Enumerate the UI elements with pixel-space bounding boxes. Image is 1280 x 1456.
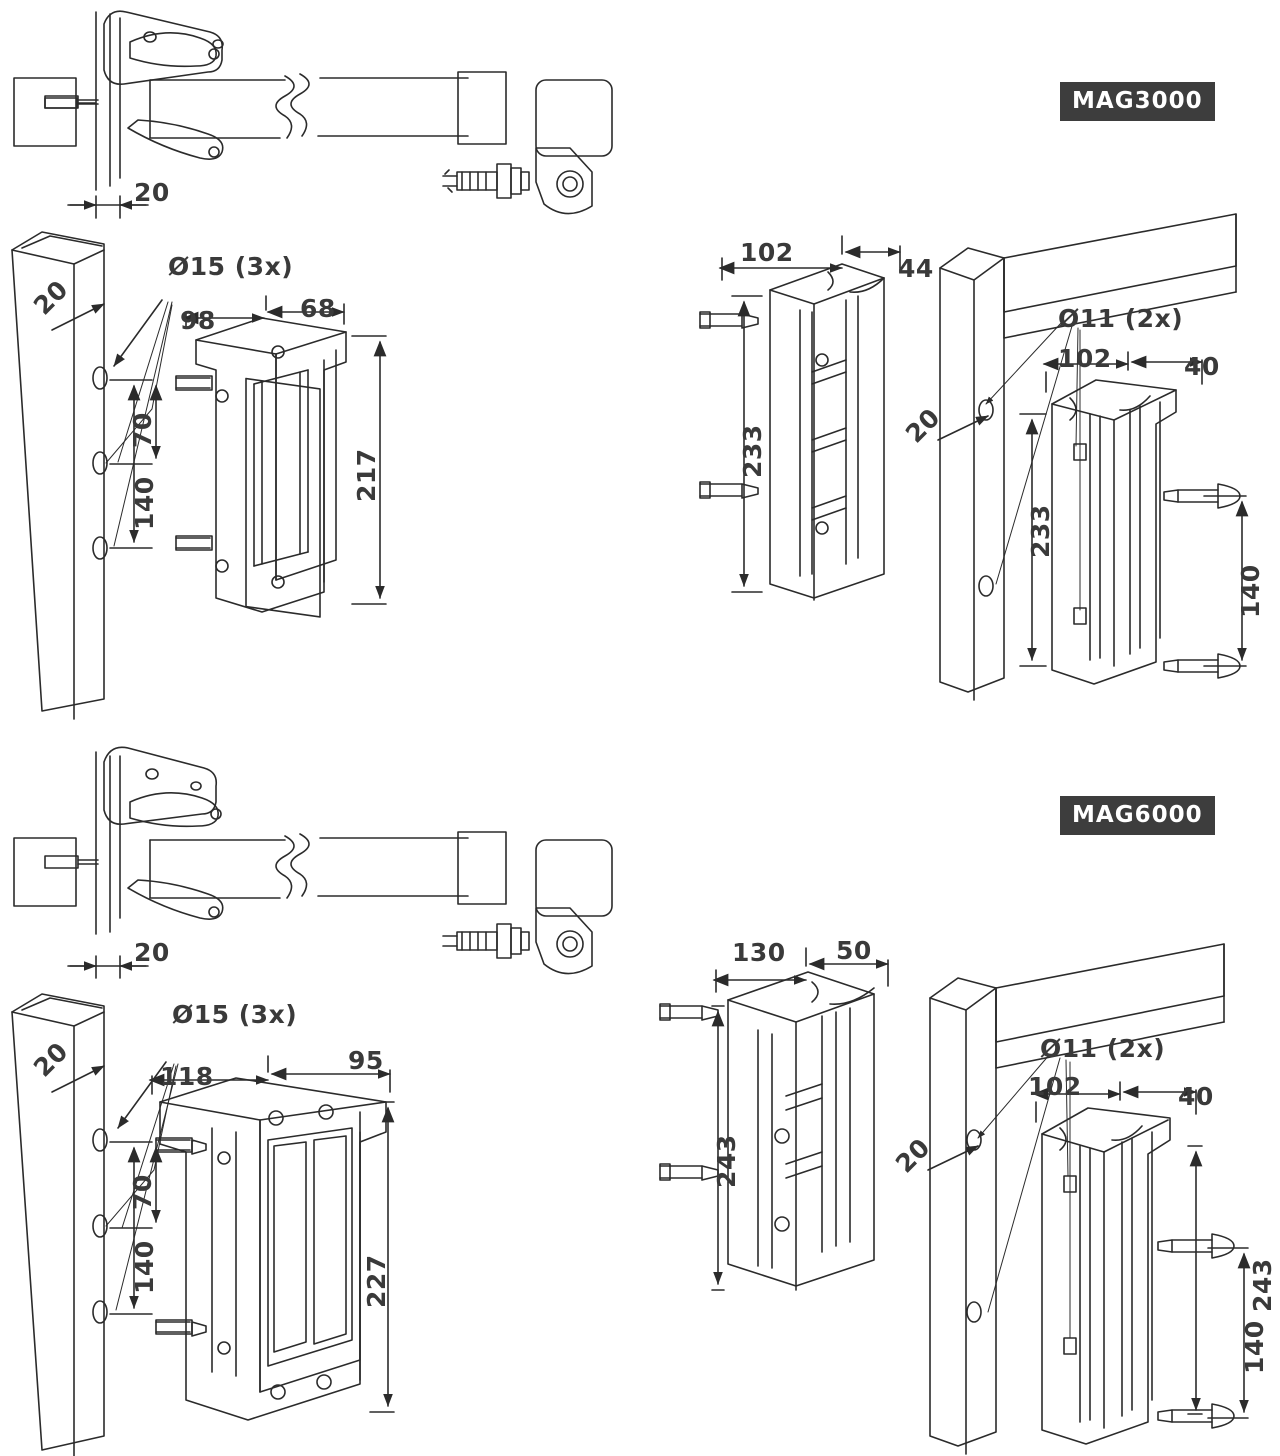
dim-20-armature-top: 20 <box>900 402 946 449</box>
dim-40-top: 40 <box>1184 352 1220 381</box>
dim-70-top: 70 <box>128 412 157 448</box>
dim-233-top-left: 233 <box>738 424 767 478</box>
dim-50-bottom: 50 <box>836 936 872 965</box>
dim-102-top-right: 102 <box>1058 344 1112 373</box>
dim-227-bottom: 227 <box>362 1254 391 1308</box>
panel-tag-mag6000: MAG6000 <box>1060 796 1215 835</box>
dim-44-top: 44 <box>898 254 934 283</box>
dim-20-armature-bottom: 20 <box>890 1132 936 1179</box>
dim-130-bottom: 130 <box>732 938 786 967</box>
dim-70-bottom: 70 <box>128 1174 157 1210</box>
dim-dia15-bottom: Ø15 (3x) <box>172 1000 298 1029</box>
dim-118-bottom: 118 <box>160 1062 214 1091</box>
dim-102-top-left: 102 <box>740 238 794 267</box>
dim-140-top: 140 <box>130 476 159 530</box>
gate-arm-plan-top <box>14 11 612 218</box>
gate-arm-plan-bottom <box>14 747 612 978</box>
dim-40-bottom: 40 <box>1178 1082 1214 1111</box>
dim-68-top: 68 <box>300 294 336 323</box>
dim-dia11-top: Ø11 (2x) <box>1058 304 1184 333</box>
dim-20-plan-bottom: 20 <box>134 938 170 967</box>
dim-20-post-bottom: 20 <box>28 1036 74 1083</box>
dim-233-top-right: 233 <box>1026 504 1055 558</box>
dim-140-bottom-right: 140 <box>1240 1320 1269 1374</box>
dim-243-bottom-right: 243 <box>1248 1258 1277 1312</box>
dim-20-post-top: 20 <box>28 274 74 321</box>
dim-95-bottom: 95 <box>348 1046 384 1075</box>
dim-dia11-bottom: Ø11 (2x) <box>1040 1034 1166 1063</box>
armature-mag6000 <box>660 944 1248 1454</box>
dim-98-top: 98 <box>180 306 216 335</box>
dim-102-bottom: 102 <box>1028 1072 1082 1101</box>
dim-140-bottom-left: 140 <box>130 1240 159 1294</box>
dim-217-top: 217 <box>352 448 381 502</box>
panel-tag-mag3000: MAG3000 <box>1060 82 1215 121</box>
dim-243-bottom-left: 243 <box>712 1134 741 1188</box>
armature-mag3000 <box>700 214 1246 700</box>
dim-dia15-top: Ø15 (3x) <box>168 252 294 281</box>
dim-140-top-right: 140 <box>1236 564 1265 618</box>
dim-20-plan-top: 20 <box>134 178 170 207</box>
